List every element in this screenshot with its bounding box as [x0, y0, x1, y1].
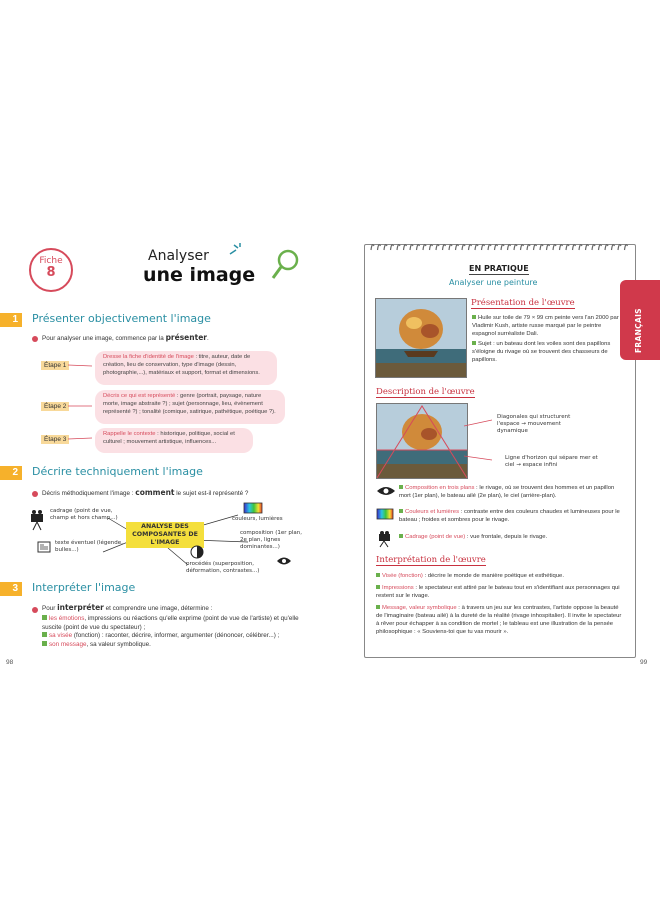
- s1-intro-text: Pour analyser une image, commence par la: [42, 335, 164, 342]
- description-item-3: Cadrage (point de vue) : vue frontale, depuis le rivage.: [399, 533, 621, 541]
- newspaper-icon: [37, 541, 51, 553]
- spiral-coil: [521, 245, 524, 250]
- fiche-label: Fiche: [39, 256, 63, 266]
- etape-arrows: [66, 360, 96, 445]
- bullet-icon: [32, 336, 38, 342]
- magnifier-icon: [270, 248, 302, 282]
- spiral-coil: [469, 245, 472, 250]
- spiral-coil: [605, 245, 608, 250]
- spiral-coil: [553, 245, 556, 250]
- presentation-list: [472, 314, 622, 364]
- mindmap-procedes: procédés (superposition, déformation, contrastes...): [186, 561, 260, 574]
- spiral-coil: [391, 245, 394, 250]
- spiral-coil: [501, 245, 504, 250]
- mindmap-cadrage: cadrage (point de vue, champ et hors champ...): [50, 508, 118, 521]
- spiral-coil: [514, 245, 517, 250]
- s2-intro-bold: comment: [135, 488, 175, 497]
- section-3-intro: [42, 604, 307, 614]
- spiral-coil: [384, 245, 387, 250]
- spiral-coil: [475, 245, 478, 250]
- color-spectrum-icon: [243, 502, 263, 514]
- color-spectrum-icon: [376, 508, 394, 520]
- mindmap-composition: composition (1er plan, 2e plan, lignes dominantes...): [240, 530, 302, 550]
- presentation-title: Présentation de l'œuvre: [471, 298, 575, 308]
- fiche-badge: [29, 248, 73, 292]
- spiral-coil: [423, 245, 426, 250]
- interpretation-item-3: Message, valeur symbolique : à travers un jeu sur les contrastes, l'artiste oppose la beauté de l'imaginaire (bateau ailé) à la dureté de la réalité (rivage inhospitalier). Il invite le spectateur à rêver pour échapper à sa condition de mortel ; le tableau est une illustration de la pensée philosophique : « Souviens-toi que tu vas mourir ».: [376, 605, 622, 635]
- side-tab-label: FRANÇAIS: [634, 308, 643, 353]
- s3-intro-bold: interpréter: [57, 603, 104, 612]
- etape-2-text: : genre (portrait, paysage, nature morte, image abstraite ?) ; sujet (personnage, lieu, évènement représenté ?) ; tonalité (comique, satirique, pathétique, poétique ?).: [103, 393, 276, 415]
- spiral-coil: [371, 245, 374, 250]
- s3-item-2: sa visée (fonction) : raconter, décrire, informer, argumenter (dénoncer, célébrer...) ;: [42, 632, 304, 641]
- spiral-coil: [599, 245, 602, 250]
- spiral-coil: [540, 245, 543, 250]
- etape-2-highlight: Décris ce qui est représenté: [103, 393, 176, 399]
- spiral-coil: [573, 245, 576, 250]
- spiral-coil: [579, 245, 582, 250]
- spiral-coil: [436, 245, 439, 250]
- etape-3-label: Étape 3: [41, 435, 69, 444]
- eye-icon: [276, 555, 292, 567]
- etape-1-label: Étape 1: [41, 361, 69, 370]
- section-3-number: 3: [0, 582, 22, 596]
- spiral-coil: [560, 245, 563, 250]
- fiche-number: 8: [46, 265, 56, 280]
- s3-intro-text: Pour: [42, 605, 56, 612]
- mindmap-center: ANALYSE DES COMPOSANTES DE L'IMAGE: [126, 522, 204, 548]
- mindmap-couleurs: couleurs, lumières: [232, 516, 283, 522]
- section-2-intro: [42, 489, 248, 499]
- spiral-coil: [495, 245, 498, 250]
- page-number-left: 98: [6, 659, 14, 666]
- interpretation-list: [376, 572, 624, 636]
- spiral-coil: [443, 245, 446, 250]
- presentation-item-2: Sujet : un bateau dont les voiles sont des papillons s'éloigne du rivage où se trouvent des chasseurs de papillons.: [472, 341, 611, 363]
- s3-item-1: les émotions, impressions ou réactions qu'elle exprime (point de vue de l'artiste) et qu'elle suscite (point de vue du spectateur) ;: [42, 615, 299, 631]
- spiral-coil: [566, 245, 569, 250]
- s1-intro-bold: présenter: [165, 333, 207, 342]
- etape-2-label: Étape 2: [41, 402, 69, 411]
- spiral-coil: [534, 245, 537, 250]
- etape-3-box: [95, 428, 253, 453]
- spiral-coil: [449, 245, 452, 250]
- annotation-horizon: Ligne d'horizon qui sépare mer et ciel → espace infini: [505, 455, 598, 468]
- section-1-number: 1: [0, 313, 22, 327]
- spiral-coil: [410, 245, 413, 250]
- spiral-coil: [430, 245, 433, 250]
- spiral-coil: [508, 245, 511, 250]
- painting-annotated: [376, 403, 468, 479]
- spiral-coil: [527, 245, 530, 250]
- eye-icon: [376, 485, 396, 497]
- mindmap-texte: texte éventuel (légende, bulles...): [55, 540, 123, 553]
- page-title-line2: une image: [143, 264, 256, 286]
- description-title: Description de l'œuvre: [376, 387, 475, 397]
- annotation-diagonales: Diagonales qui structurent l'espace → mouvement dynamique: [497, 414, 571, 434]
- spiral-coil: [618, 245, 621, 250]
- spiral-coil: [378, 245, 381, 250]
- spiral-binding: [368, 241, 630, 251]
- en-pratique-subheader: Analyser une peinture: [449, 278, 538, 287]
- en-pratique-header: EN PRATIQUE: [469, 264, 529, 273]
- spiral-coil: [417, 245, 420, 250]
- presentation-item-1: Huile sur toile de 79 × 99 cm peinte vers l'an 2000 par Vladimir Kush, artiste russe marqué par le peintre espagnol surréaliste Dali.: [472, 315, 619, 337]
- side-tab-francais: [620, 280, 660, 360]
- etape-3-text: : historique, politique, social et culturel ; mouvement artistique, influences...: [103, 431, 235, 445]
- contrast-icon: [190, 545, 204, 559]
- interpretation-item-1: Visée (fonction) : décrire le monde de manière poétique et esthétique.: [376, 572, 624, 580]
- bullet-icon: [32, 491, 38, 497]
- spiral-coil: [625, 245, 628, 250]
- sparkle-icon: [228, 242, 248, 258]
- section-3-title: Interpréter l'image: [32, 581, 136, 594]
- camera-icon: [377, 530, 393, 548]
- spiral-coil: [592, 245, 595, 250]
- section-3-list: [42, 615, 304, 649]
- spiral-coil: [612, 245, 615, 250]
- section-2-title: Décrire techniquement l'image: [32, 465, 203, 478]
- spiral-coil: [397, 245, 400, 250]
- s3-item-3: son message, sa valeur symbolique.: [42, 641, 304, 650]
- s3-intro-end: et comprendre une image, détermine :: [105, 605, 213, 612]
- description-item-2: Couleurs et lumières : contraste entre des couleurs chaudes et lumineuses pour le bateau ; froides et sombres pour le rivage.: [399, 509, 620, 523]
- annotation-arrows: [462, 416, 496, 466]
- spiral-coil: [462, 245, 465, 250]
- etape-2-box: [95, 390, 285, 424]
- etape-1-text: : titre, auteur, date de création, lieu de conservation, type d'image (dessin, photographie,...), matériaux et support, format et dimensions.: [103, 354, 260, 376]
- description-item-1: Composition en trois plans : le rivage, où se trouvent des hommes et un papillon mort (1er plan), le bateau ailé (2e plan), le ciel (arrière-plan).: [399, 485, 615, 499]
- spiral-coil: [586, 245, 589, 250]
- etape-3-highlight: Rappelle le contexte: [103, 431, 156, 437]
- bullet-icon: [32, 607, 38, 613]
- spiral-coil: [547, 245, 550, 250]
- section-1-intro: Pour analyser une image, commence par la présenter.: [42, 333, 209, 342]
- interpretation-item-2: Impressions : le spectateur est attiré par le bateau tout en s'identifiant aux personnages qui restent sur le rivage.: [376, 585, 620, 599]
- etape-1-box: [95, 351, 277, 385]
- spiral-coil: [456, 245, 459, 250]
- page-number-right: 99: [640, 659, 648, 666]
- page-title-line1: Analyser: [148, 248, 209, 264]
- spiral-coil: [482, 245, 485, 250]
- section-1-title: Présenter objectivement l'image: [32, 312, 211, 325]
- spiral-coil: [404, 245, 407, 250]
- s2-intro-text: Décris méthodiquement l'image :: [42, 490, 134, 497]
- spiral-coil: [488, 245, 491, 250]
- interpretation-title: Interprétation de l'œuvre: [376, 555, 486, 565]
- etape-1-highlight: Dresse la fiche d'identité de l'image: [103, 354, 194, 360]
- section-2-number: 2: [0, 466, 22, 480]
- painting-thumbnail: [375, 298, 467, 378]
- s2-intro-end: le sujet est-il représenté ?: [176, 490, 249, 497]
